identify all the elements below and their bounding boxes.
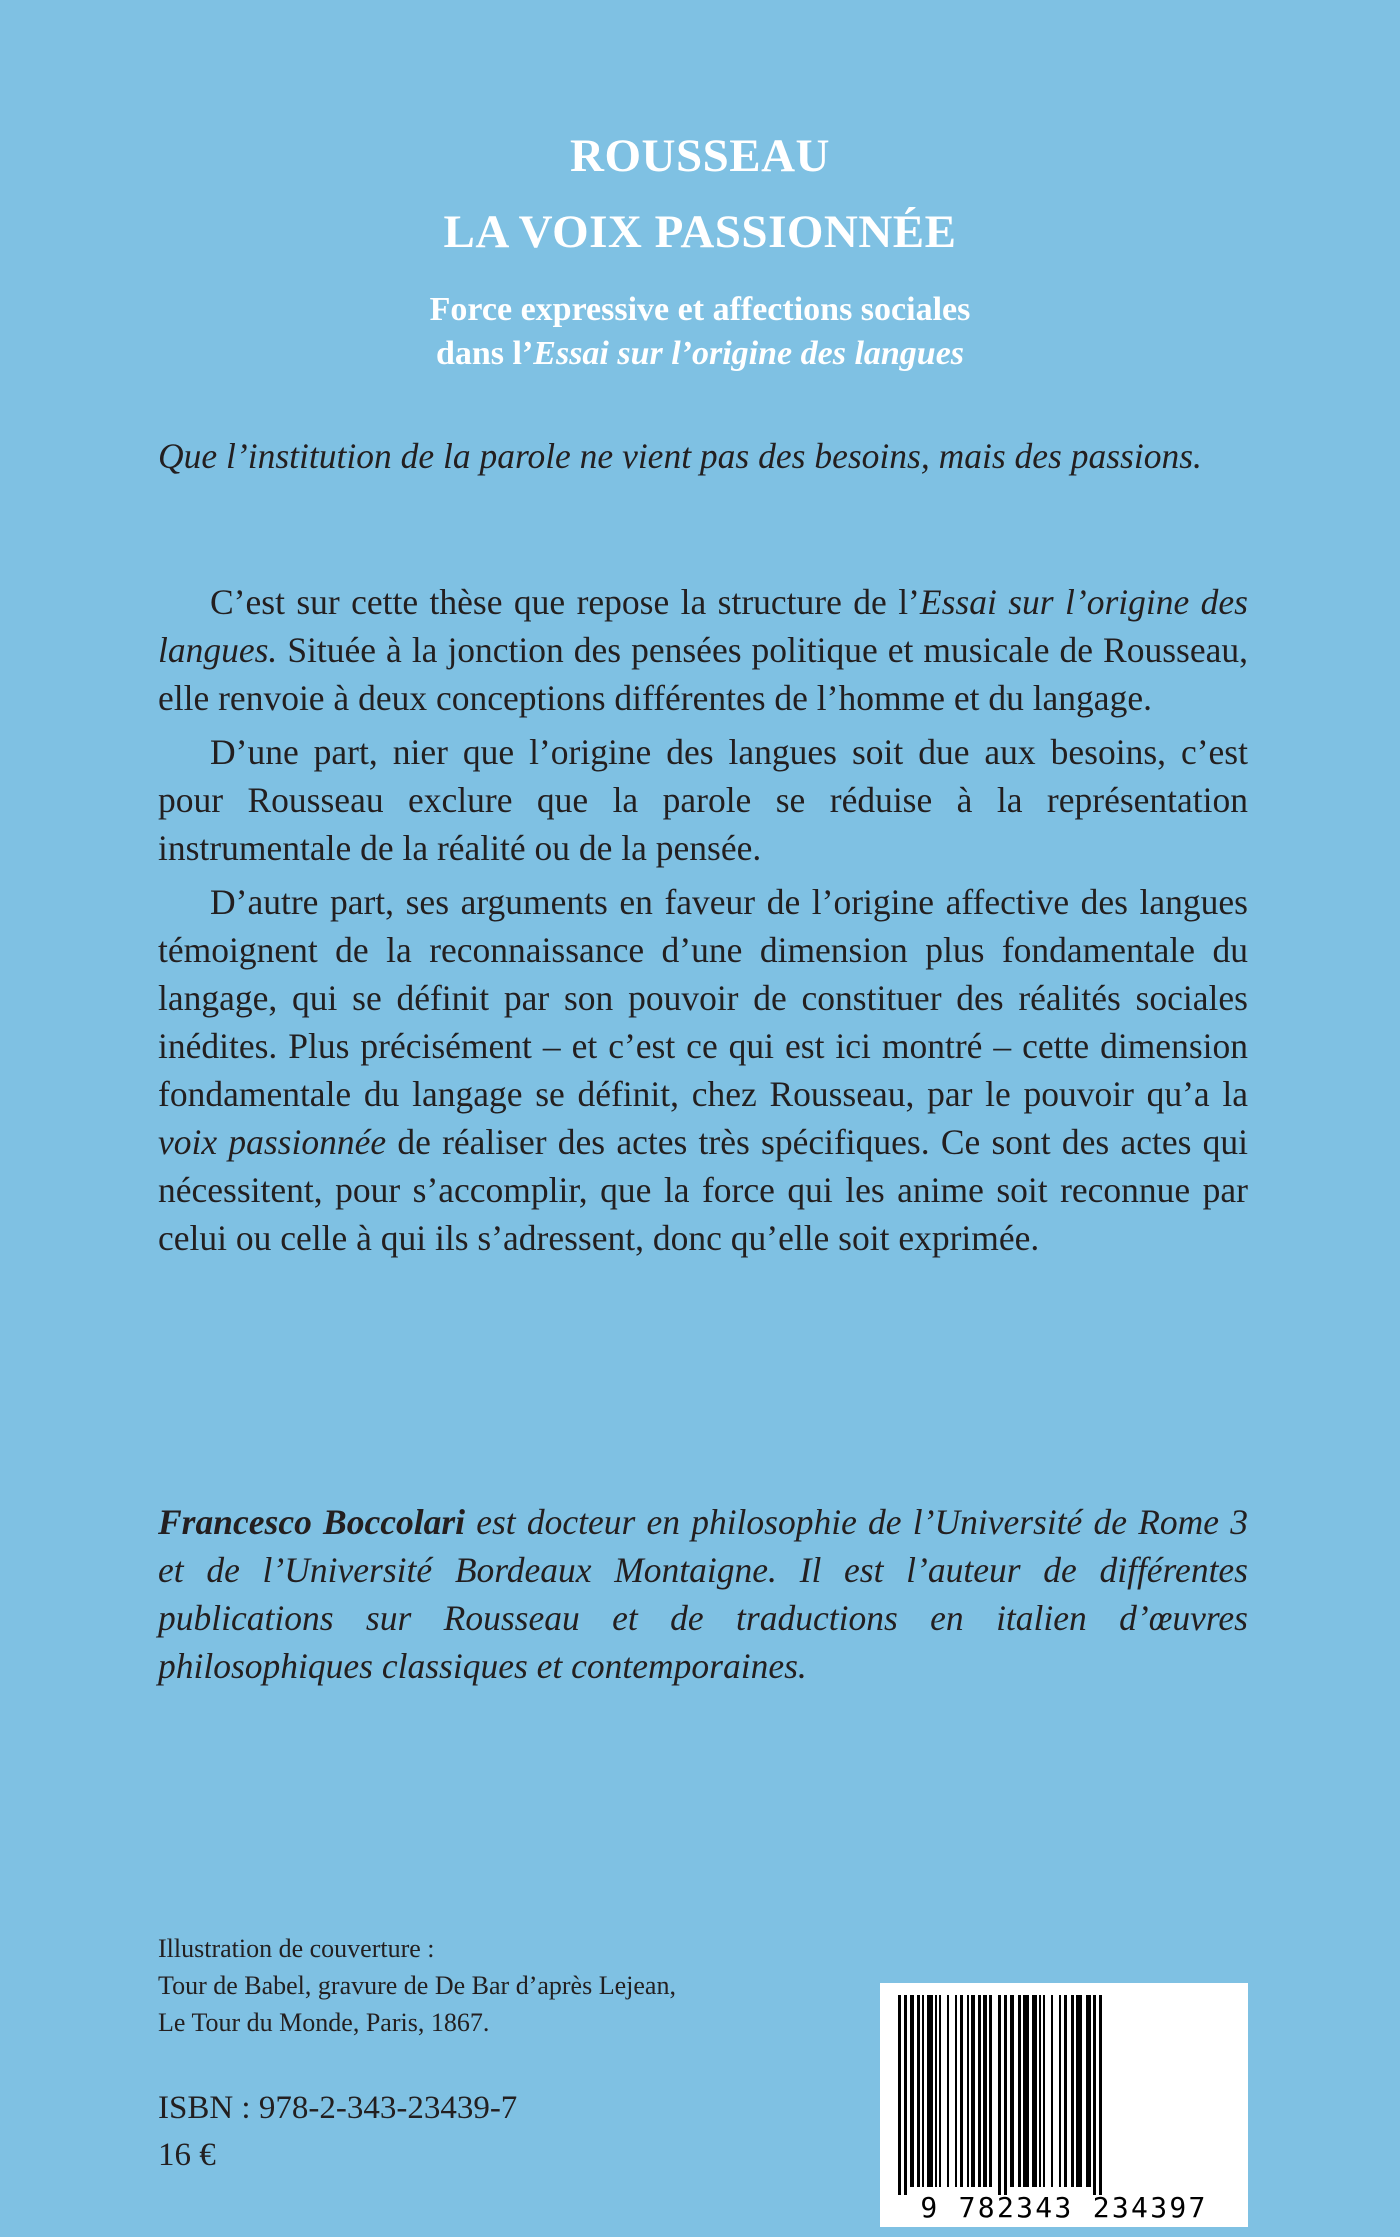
p1-text-b: Située à la jonction des pensées politique et musicale de Rousseau, elle renvoie à deux conceptions différentes de l’homme et du langage. — [158, 630, 1248, 718]
p3-emphasis: voix passionnée — [158, 1122, 387, 1162]
barcode-bar — [1076, 1995, 1082, 2187]
barcode — [880, 1983, 1248, 2227]
barcode-bar — [910, 1995, 914, 2187]
barcode-bar — [935, 1995, 937, 2187]
barcode-bar — [978, 1995, 981, 2187]
barcode-bar — [898, 1995, 901, 2195]
barcode-bars — [880, 1983, 1248, 2195]
price: 16 € — [158, 2137, 216, 2173]
book-title — [0, 118, 1400, 270]
author-bio — [158, 1498, 1248, 1690]
book-subtitle — [0, 288, 1400, 376]
subtitle-line-2 — [0, 332, 1400, 376]
credits-line-2: Tour de Babel, gravure de De Bar d’après Lejean, — [158, 1971, 676, 2000]
p3-text-a: D’autre part, ses arguments en faveur de l’origine affective des langues témoignent de la reconnaissance d’une dimension plus fondamentale du langage, qui se définit par son pouvoir de constituer des réalités sociales inédites. Plus précisément – et c’est ce qui est ici montré – cette dimension fondamentale du langage se définit, chez Rousseau, par le pouvoir qu’a la — [158, 882, 1248, 1114]
barcode-bar — [1071, 1995, 1074, 2187]
barcode-bar — [1018, 1995, 1021, 2187]
title-line-1: ROUSSEAU — [570, 130, 830, 182]
barcode-bar — [971, 1995, 975, 2187]
barcode-bar — [927, 1995, 933, 2187]
blurb-paragraph-3 — [158, 878, 1248, 1262]
barcode-bar — [998, 1995, 1001, 2195]
credits-line-3: Le Tour du Monde, Paris, 1867. — [158, 2008, 490, 2037]
barcode-bar — [904, 1995, 907, 2195]
p1-work-title: Essai sur l’origine des langues. — [158, 582, 1248, 670]
barcode-bar — [1043, 1995, 1045, 2187]
barcode-digits: 9 782343 234397 — [920, 2191, 1208, 2224]
subtitle-work-title: Essai sur l’origine des langues — [533, 335, 965, 372]
barcode-bar — [989, 1995, 992, 2187]
isbn-block — [158, 2085, 517, 2179]
barcode-bar — [1004, 1995, 1007, 2195]
barcode-bar — [1010, 1995, 1014, 2187]
barcode-bar — [922, 1995, 924, 2187]
subtitle-line-1: Force expressive et affections sociales — [429, 291, 971, 328]
barcode-bar — [939, 1995, 941, 2187]
barcode-bar — [960, 1995, 963, 2187]
blurb-paragraph-2: D’une part, nier que l’origine des langues soit due aux besoins, c’est pour Rousseau exclure que la parole se réduise à la représentation instrumentale de la réalité ou de la pensée. — [158, 732, 1248, 868]
p3-text-b: de réaliser des actes très spécifiques. Ce sont des actes qui nécessitent, pour s’accomplir, que la force qui les anime soit reconnue par celui ou celle à qui ils s’adressent, donc qu’elle soit exprimée. — [158, 1122, 1248, 1258]
blurb — [158, 578, 1248, 1268]
barcode-bar — [1059, 1995, 1061, 2187]
barcode-bar — [967, 1995, 969, 2187]
barcode-bar — [1032, 1995, 1037, 2187]
credits-line-1: Illustration de couverture : — [158, 1934, 435, 1963]
subtitle-prefix: dans l’ — [435, 335, 534, 372]
barcode-bar — [947, 1995, 949, 2187]
barcode-bar — [917, 1995, 920, 2187]
barcode-bar — [983, 1995, 987, 2187]
blurb-paragraph-1 — [158, 578, 1248, 722]
barcode-bar — [1093, 1995, 1096, 2195]
author-name: Francesco Boccolari — [158, 1502, 466, 1542]
barcode-bar — [1039, 1995, 1041, 2187]
illustration-credits — [158, 1930, 878, 2041]
p1-text-a: C’est sur cette thèse que repose la structure de l’ — [210, 582, 920, 622]
barcode-bar — [1023, 1995, 1029, 2187]
barcode-bar — [1086, 1995, 1091, 2187]
barcode-bar — [1099, 1995, 1102, 2195]
title-line-2: LA VOIX PASSIONNÉE — [443, 206, 957, 258]
barcode-bar — [1064, 1995, 1067, 2187]
isbn: ISBN : 978-2-343-23439-7 — [158, 2090, 518, 2126]
barcode-bar — [955, 1995, 957, 2187]
barcode-bar — [1051, 1995, 1053, 2187]
author-bio-text: est docteur en philosophie de l’Université de Rome 3 et de l’Université Bordeaux Montaigne. Il est l’auteur de différentes publications sur Rousseau et de traductions en italien d’œuvres philosophiques classiques et contemporaines. — [158, 1502, 1248, 1686]
epigraph: Que l’institution de la parole ne vient pas des besoins, mais des passions. — [158, 436, 1202, 476]
